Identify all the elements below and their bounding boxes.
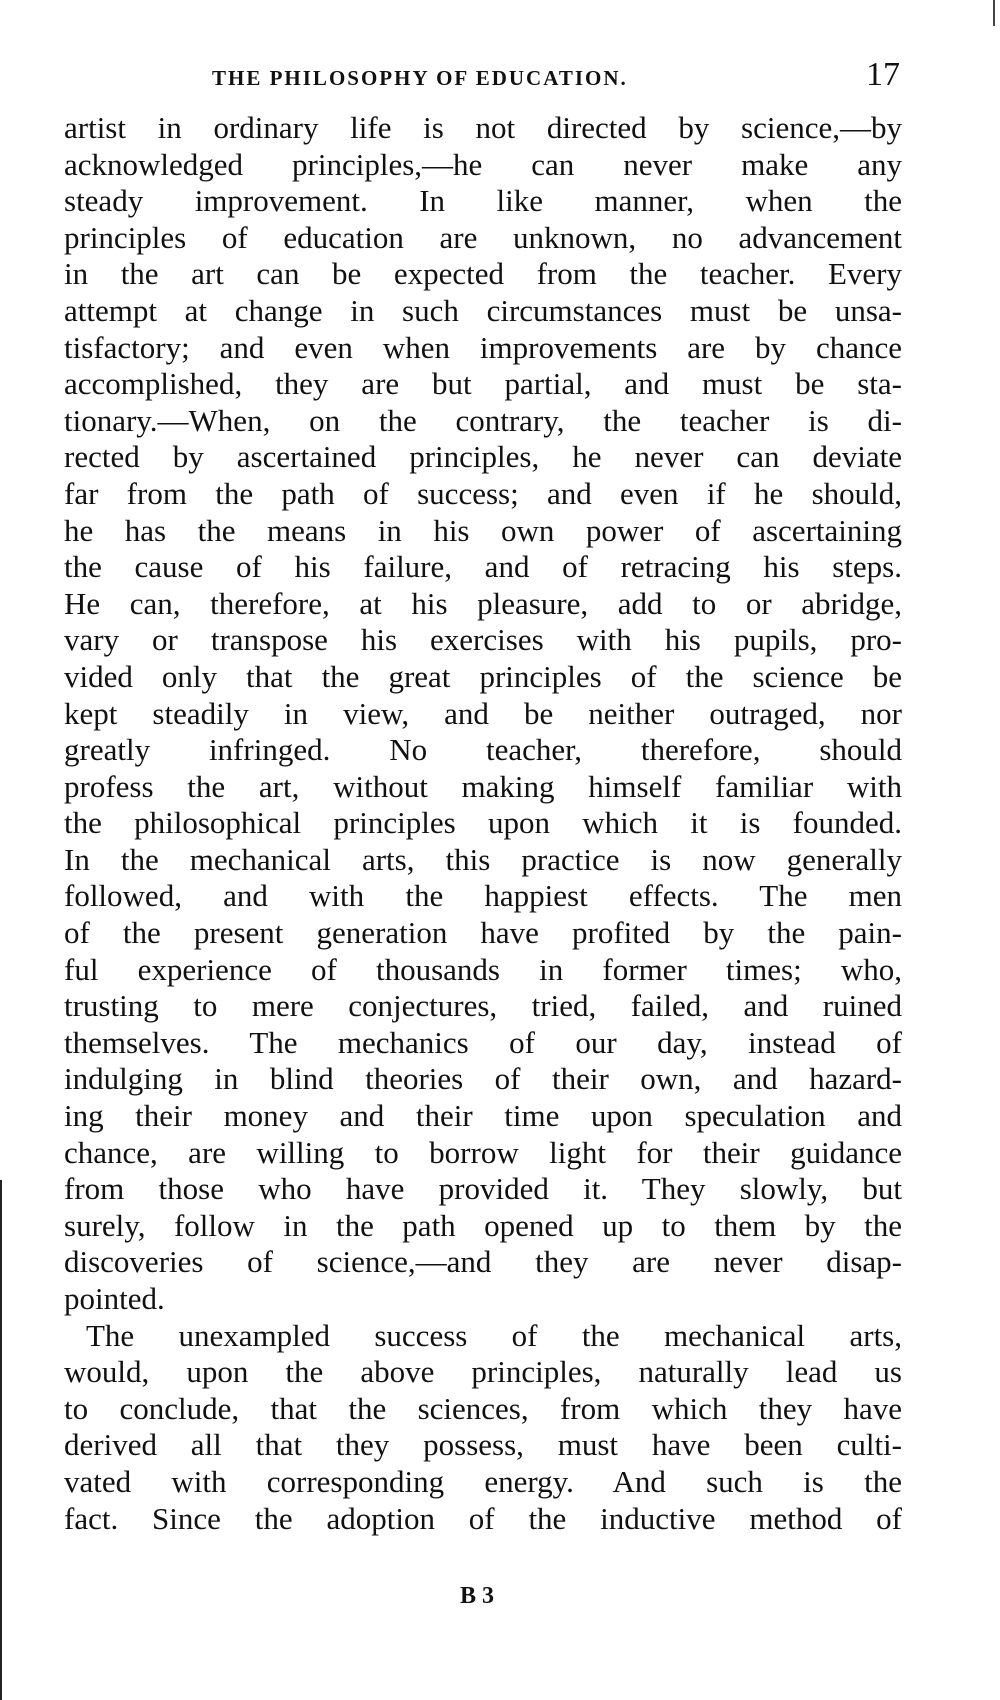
running-title: THE PHILOSOPHY OF EDUCATION. (212, 66, 628, 90)
text-line: principles of education are unknown, no advancement (64, 219, 902, 255)
scan-edge-mark (993, 0, 995, 26)
text-line: acknowledged principles,—he can never make any (64, 146, 902, 182)
text-line: attempt at change in such circumstances must be unsa- (64, 292, 902, 328)
page-header (64, 56, 902, 100)
text-line: He can, therefore, at his pleasure, add to or abridge, (64, 585, 902, 621)
text-line: of the present generation have profited by the pain- (64, 915, 902, 951)
text-line: vated with corresponding energy. And such is the (64, 1463, 902, 1499)
page-number: 17 (866, 56, 900, 93)
text-line: the cause of his failure, and of retracing his steps. (64, 549, 902, 585)
text-line: ful experience of thousands in former times; who, (64, 951, 902, 987)
text-line: themselves. The mechanics of our day, instead of (64, 1024, 902, 1060)
text-line: from those who have provided it. They slowly, but (64, 1171, 902, 1207)
text-line: greatly infringed. No teacher, therefore, should (64, 732, 902, 768)
paragraph-start-line: The unexampled success of the mechanical arts, (86, 1317, 902, 1353)
paragraph-end-line: pointed. (64, 1281, 165, 1316)
text-line: profess the art, without making himself familiar with (64, 768, 902, 804)
text-line: the philosophical principles upon which it is founded. (64, 805, 902, 841)
text-line: would, upon the above principles, naturally lead us (64, 1354, 902, 1390)
binding-edge-line (0, 1180, 2, 1700)
text-line: indulging in blind theories of their own, and hazard- (64, 1061, 902, 1097)
text-line: fact. Since the adoption of the inductive method of (64, 1500, 902, 1536)
text-line: kept steadily in view, and be neither outraged, nor (64, 695, 902, 731)
text-line: tisfactory; and even when improvements are by chance (64, 329, 902, 365)
text-line: derived all that they possess, must have been culti- (64, 1427, 902, 1463)
text-line: vided only that the great principles of the science be (64, 658, 902, 694)
text-line: in the art can be expected from the teacher. Every (64, 256, 902, 292)
text-line: he has the means in his own power of ascertaining (64, 512, 902, 548)
text-line: surely, follow in the path opened up to them by the (64, 1207, 902, 1243)
text-line: artist in ordinary life is not directed by science,—by (64, 110, 902, 145)
text-line: tionary.—When, on the contrary, the teacher is di- (64, 402, 902, 438)
text-line: followed, and with the happiest effects. The men (64, 878, 902, 914)
text-line: to conclude, that the sciences, from which they have (64, 1390, 902, 1426)
text-line: In the mechanical arts, this practice is now generally (64, 841, 902, 877)
text-line: rected by ascertained principles, he never can deviate (64, 439, 902, 475)
text-line: discoveries of science,—and they are never disap- (64, 1244, 902, 1280)
text-line: far from the path of success; and even if he should, (64, 475, 902, 511)
text-line: ing their money and their time upon speculation and (64, 1098, 902, 1134)
body-text (64, 110, 902, 1537)
text-line: trusting to mere conjectures, tried, failed, and ruined (64, 988, 902, 1024)
signature-mark: B 3 (460, 1583, 495, 1609)
text-line: steady improvement. In like manner, when the (64, 183, 902, 219)
text-line: chance, are willing to borrow light for their guidance (64, 1134, 902, 1170)
text-line: vary or transpose his exercises with his pupils, pro- (64, 622, 902, 658)
text-line: accomplished, they are but partial, and must be sta- (64, 366, 902, 402)
